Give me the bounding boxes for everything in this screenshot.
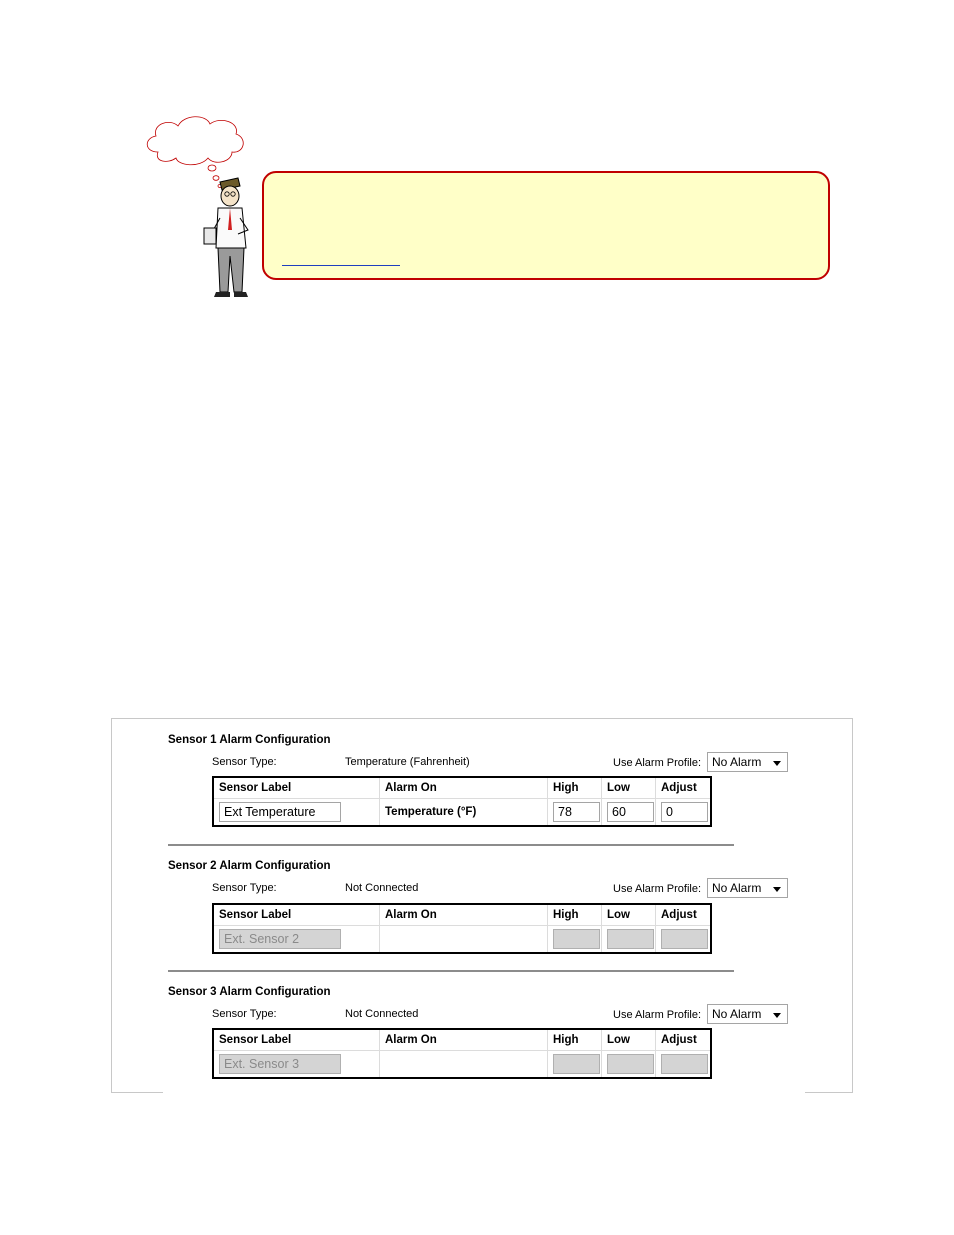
high-input <box>553 929 600 949</box>
section-title: Sensor 1 Alarm Configuration <box>168 734 331 746</box>
note-link-underline[interactable] <box>282 265 400 266</box>
high-input[interactable]: 78 <box>553 802 600 822</box>
adjust-input <box>661 929 708 949</box>
high-input <box>553 1054 600 1074</box>
alarm-on-value <box>380 926 548 954</box>
section-title: Sensor 3 Alarm Configuration <box>168 986 331 998</box>
col-high: High <box>548 1029 602 1051</box>
low-input <box>607 1054 654 1074</box>
panel-border-fragment <box>111 1092 163 1093</box>
sensor-type-label: Sensor Type: <box>212 1008 277 1020</box>
col-alarm-on: Alarm On <box>380 1029 548 1051</box>
alarm-profile-select[interactable] <box>707 878 788 898</box>
sensor-label-input: Ext. Sensor 3 <box>219 1054 341 1074</box>
adjust-input <box>661 1054 708 1074</box>
alarm-on-value: Temperature (°F) <box>380 799 548 827</box>
col-sensor-label: Sensor Label <box>213 777 380 799</box>
alarm-configuration-panel <box>111 718 853 1093</box>
alarm-profile-value: No Alarm <box>712 755 762 769</box>
cartoon-man-icon <box>190 160 270 300</box>
adjust-input[interactable]: 0 <box>661 802 708 822</box>
sensor-type-value: Not Connected <box>345 1008 419 1020</box>
col-adjust: Adjust <box>656 904 712 926</box>
col-adjust: Adjust <box>656 1029 712 1051</box>
table-row <box>213 799 711 827</box>
sensor-label-input: Ext. Sensor 2 <box>219 929 341 949</box>
panel-border-fragment <box>805 1092 853 1093</box>
alarm-profile-label: Use Alarm Profile: <box>613 1009 702 1021</box>
col-low: Low <box>602 1029 656 1051</box>
alarm-profile-value: No Alarm <box>712 881 762 895</box>
col-sensor-label: Sensor Label <box>213 904 380 926</box>
col-high: High <box>548 777 602 799</box>
section-divider <box>168 970 734 972</box>
dropdown-arrow-icon <box>773 761 781 766</box>
dropdown-arrow-icon <box>773 887 781 892</box>
alarm-profile-label: Use Alarm Profile: <box>613 883 702 895</box>
sensor-label-input[interactable]: Ext Temperature <box>219 802 341 822</box>
sensor-config-table <box>212 776 712 827</box>
section-divider <box>168 844 734 846</box>
dropdown-arrow-icon <box>773 1013 781 1018</box>
low-input[interactable]: 60 <box>607 802 654 822</box>
col-adjust: Adjust <box>656 777 712 799</box>
sensor-type-value: Not Connected <box>345 882 419 894</box>
alarm-on-value <box>380 1051 548 1079</box>
sensor-config-table <box>212 1028 712 1079</box>
col-high: High <box>548 904 602 926</box>
col-low: Low <box>602 777 656 799</box>
section-title: Sensor 2 Alarm Configuration <box>168 860 331 872</box>
sensor-type-label: Sensor Type: <box>212 882 277 894</box>
alarm-profile-select[interactable] <box>707 752 788 772</box>
col-sensor-label: Sensor Label <box>213 1029 380 1051</box>
table-row <box>213 1051 711 1079</box>
col-alarm-on: Alarm On <box>380 904 548 926</box>
low-input <box>607 929 654 949</box>
sensor-type-value: Temperature (Fahrenheit) <box>345 756 470 768</box>
table-row <box>213 926 711 954</box>
note-box <box>262 171 830 280</box>
sensor-config-table <box>212 903 712 954</box>
col-alarm-on: Alarm On <box>380 777 548 799</box>
alarm-profile-select[interactable] <box>707 1004 788 1024</box>
col-low: Low <box>602 904 656 926</box>
alarm-profile-label: Use Alarm Profile: <box>613 757 702 769</box>
sensor-type-label: Sensor Type: <box>212 756 277 768</box>
alarm-profile-value: No Alarm <box>712 1007 762 1021</box>
